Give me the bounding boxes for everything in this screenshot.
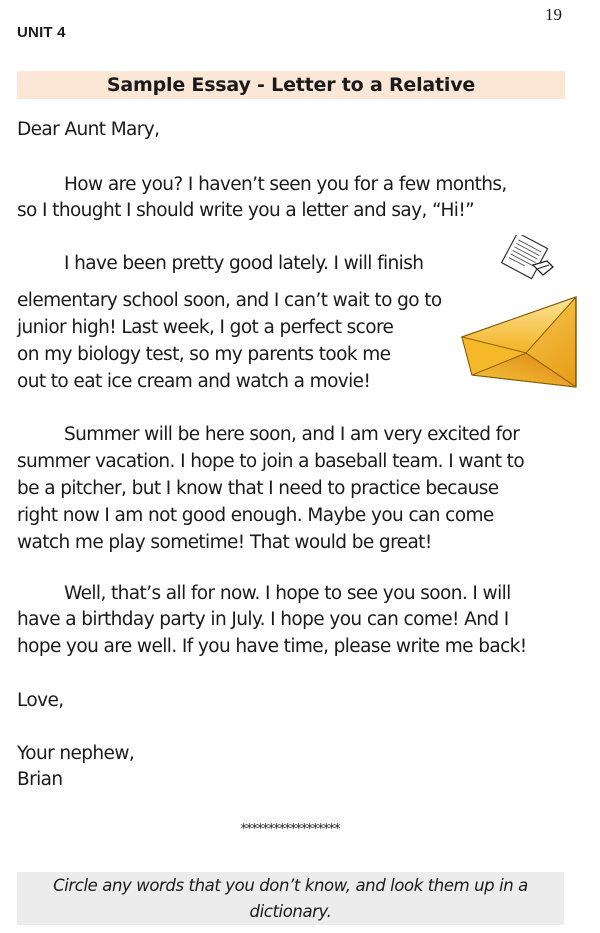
letter-line: Well, that’s all for now. I hope to see you soon. I will: [64, 583, 511, 604]
letter-line: be a pitcher, but I know that I need to practice because: [17, 478, 499, 499]
letter-signature-line: Your nephew,: [17, 743, 135, 764]
instruction-box: [17, 872, 564, 925]
letter-line: hope you are well. If you have time, please write me back!: [17, 636, 527, 657]
letter-line: How are you? I haven’t seen you for a few months,: [64, 174, 507, 195]
unit-label: UNIT 4: [17, 24, 66, 41]
letter-signature-name: Brian: [17, 769, 63, 790]
envelope-icon: [458, 295, 580, 389]
letter-line: elementary school soon, and I can’t wait to go to: [17, 290, 442, 311]
letter-line: I have been pretty good lately. I will finish: [64, 253, 424, 274]
letter-line: out to eat ice cream and watch a movie!: [17, 371, 371, 392]
page-title: Sample Essay - Letter to a Relative: [106, 74, 476, 96]
letter-line: right now I am not good enough. Maybe you can come: [17, 505, 494, 526]
letter-line: junior high! Last week, I got a perfect score: [17, 317, 394, 338]
letter-line: have a birthday party in July. I hope you can come! And I: [17, 609, 509, 630]
divider-stars: ******************: [240, 822, 340, 837]
letter-closing: Love,: [17, 690, 64, 711]
letter-line: watch me play sometime! That would be great!: [17, 532, 432, 553]
letter-line: Summer will be here soon, and I am very excited for: [64, 424, 520, 445]
letter-line: summer vacation. I hope to join a baseball team. I want to: [17, 451, 525, 472]
instruction-text: Circle any words that you don’t know, and look them up in a dictionary.: [53, 875, 528, 921]
letter-line: so I thought I should write you a letter and say, “Hi!”: [17, 200, 475, 221]
title-banner: [17, 71, 565, 99]
letter-greeting: Dear Aunt Mary,: [17, 119, 160, 140]
letter-writing-icon: [497, 235, 557, 285]
page-number: 19: [545, 5, 562, 24]
letter-line: on my biology test, so my parents took me: [17, 344, 391, 365]
